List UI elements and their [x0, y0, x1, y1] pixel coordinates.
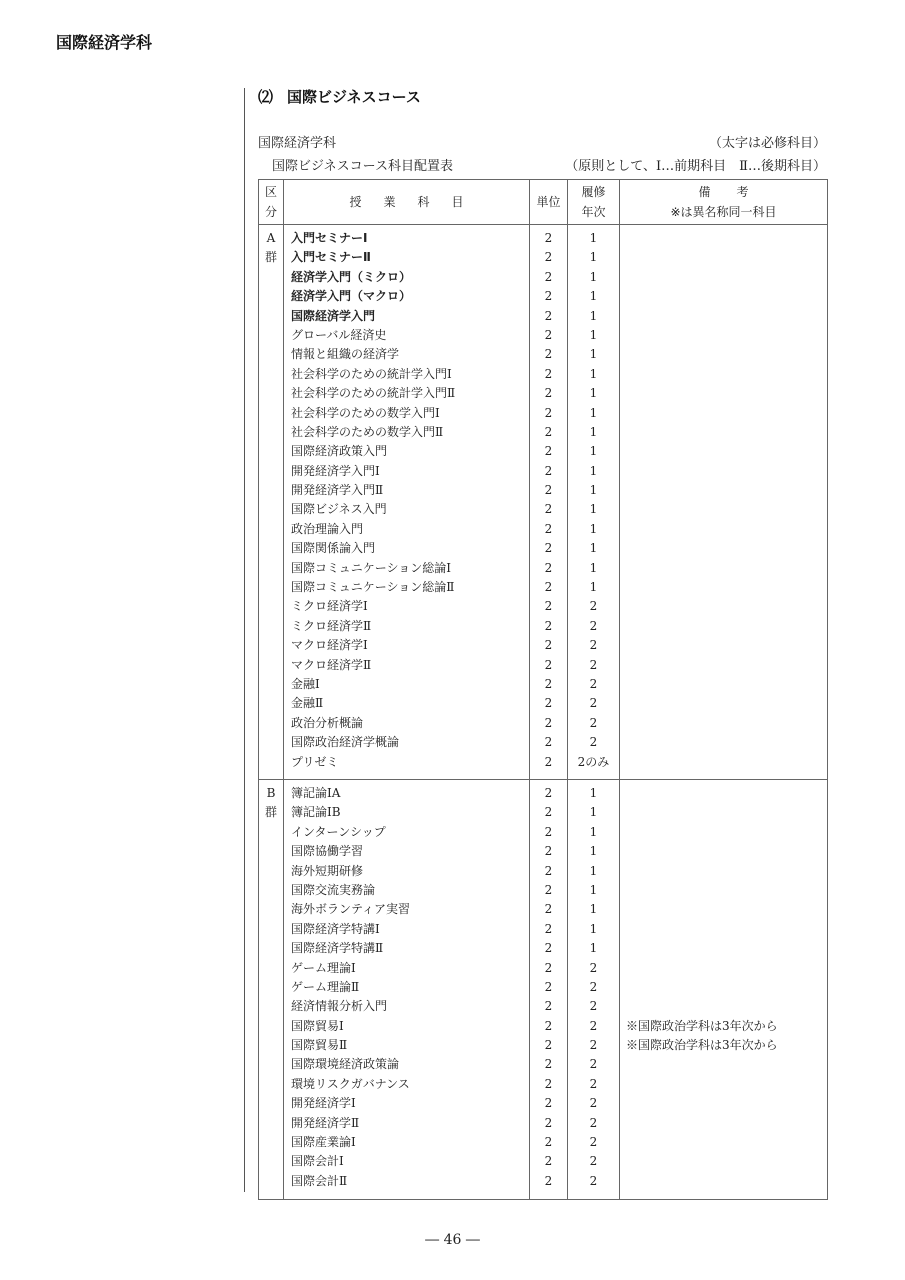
course-credits: 2 [544, 960, 553, 975]
course-credits: 2 [544, 1173, 553, 1188]
course-year: 1 [589, 941, 598, 956]
course-note [620, 287, 827, 306]
course-year: 1 [589, 250, 598, 265]
course-note [620, 559, 827, 578]
course-subject: 国際貿易Ⅱ [291, 1038, 348, 1053]
group-b-years [568, 780, 620, 1200]
course-subject: ゲーム理論Ⅱ [291, 979, 360, 994]
department-header: 国際経済学科 [56, 33, 153, 52]
course-year: 1 [589, 580, 598, 595]
course-note [620, 365, 827, 384]
course-subject: 国際経済学特講Ⅰ [291, 921, 380, 936]
course-year: 1 [589, 863, 598, 878]
course-subject: 開発経済学入門Ⅰ [291, 463, 380, 478]
course-credits: 2 [544, 444, 553, 459]
course-credits: 2 [544, 902, 553, 917]
group-a-label: A 群 [259, 225, 284, 780]
course-year: 2 [589, 599, 598, 614]
course-credits: 2 [544, 541, 553, 556]
course-subject: 国際ビジネス入門 [291, 502, 387, 517]
course-credits: 2 [544, 405, 553, 420]
course-credits: 2 [544, 366, 553, 381]
course-year: 1 [589, 327, 598, 342]
course-year: 1 [589, 231, 598, 245]
course-credits: 2 [544, 327, 553, 342]
course-note [620, 442, 827, 461]
course-table [258, 179, 828, 1200]
course-subject: 国際経済政策入門 [291, 444, 388, 459]
course-year: 1 [589, 521, 598, 536]
course-credits: 2 [544, 979, 553, 994]
course-subject: 経済情報分析入門 [291, 999, 388, 1014]
course-note [620, 326, 827, 345]
course-subject: 社会科学のための統計学入門Ⅱ [291, 386, 456, 401]
course-subject: 国際コミュニケーション総論Ⅱ [291, 580, 455, 595]
course-note [620, 423, 827, 442]
course-year: 1 [589, 882, 598, 897]
header-year: 履修 年次 [568, 180, 620, 225]
course-year: 2 [589, 979, 598, 994]
course-note [620, 842, 827, 861]
course-subject: 社会科学のための数学入門Ⅰ [291, 405, 440, 420]
group-b-row [259, 780, 828, 1200]
course-subject: マクロ経済学Ⅱ [291, 657, 372, 672]
course-note [620, 1075, 827, 1094]
course-subject: 入門セミナーⅠ [291, 231, 368, 245]
course-credits: 2 [544, 882, 553, 897]
course-year: 1 [589, 824, 598, 839]
course-subject: 国際貿易Ⅰ [291, 1018, 344, 1033]
section-number: ⑵ [258, 88, 274, 106]
course-credits: 2 [544, 231, 553, 245]
course-credits: 2 [544, 754, 553, 769]
course-note [620, 733, 827, 752]
course-credits: 2 [544, 676, 553, 691]
course-year: 1 [589, 289, 598, 304]
course-year: 2 [589, 1018, 598, 1033]
course-subject: 国際会計Ⅱ [291, 1173, 348, 1188]
course-subject: 国際関係論入門 [291, 541, 376, 556]
course-subject: 経済学入門（マクロ） [291, 289, 412, 304]
course-note [620, 500, 827, 519]
meta-line-2 [258, 155, 826, 174]
group-b-subjects [284, 780, 530, 1200]
table-header-row [259, 180, 828, 225]
course-note [620, 617, 827, 636]
course-year: 2 [589, 1076, 598, 1091]
course-note [620, 578, 827, 597]
course-note [620, 675, 827, 694]
course-subject: 開発経済学Ⅱ [291, 1115, 360, 1130]
course-note [620, 1152, 827, 1171]
course-subject: 国際会計Ⅰ [291, 1154, 344, 1169]
course-subject: 政治分析概論 [291, 715, 364, 730]
course-year: 2 [589, 657, 598, 672]
course-note [620, 636, 827, 655]
course-subject: ミクロ経済学Ⅱ [291, 618, 372, 633]
course-year: 1 [589, 786, 598, 800]
course-year: 2 [589, 638, 598, 653]
course-note [620, 248, 827, 267]
course-year: 1 [589, 560, 598, 575]
course-year: 2 [589, 1173, 598, 1188]
group-a-years [568, 225, 620, 780]
course-subject: グローバル経済史 [291, 327, 387, 342]
course-credits: 2 [544, 1154, 553, 1169]
course-year: 1 [589, 844, 598, 859]
course-note: ※国際政治学科は3年次から [626, 1018, 778, 1033]
course-subject: 簿記論ⅠA [291, 786, 341, 800]
page-number: ― 46 ― [425, 1232, 480, 1248]
course-year: 1 [589, 541, 598, 556]
course-subject: ミクロ経済学Ⅰ [291, 599, 368, 614]
course-note [620, 862, 827, 881]
course-credits: 2 [544, 483, 553, 498]
course-note [620, 1133, 827, 1152]
course-note [620, 481, 827, 500]
margin-rule [244, 88, 245, 1192]
course-year: 2のみ [577, 754, 610, 769]
course-credits: 2 [544, 638, 553, 653]
course-note [620, 714, 827, 733]
course-credits: 2 [544, 599, 553, 614]
meta-bold-legend: （太字は必修科目） [708, 136, 826, 151]
course-note [620, 656, 827, 675]
course-subject: ゲーム理論Ⅰ [291, 960, 356, 975]
course-year: 1 [589, 483, 598, 498]
course-credits: 2 [544, 1057, 553, 1072]
course-note [620, 462, 827, 481]
group-a-row [259, 225, 828, 780]
course-credits: 2 [544, 580, 553, 595]
course-credits: 2 [544, 424, 553, 439]
course-note [620, 404, 827, 423]
group-a-credits [530, 225, 568, 780]
header-credits: 単位 [530, 180, 568, 225]
course-note [620, 1172, 827, 1191]
course-subject: 金融Ⅱ [291, 696, 324, 711]
course-credits: 2 [544, 863, 553, 878]
course-year: 1 [589, 502, 598, 517]
course-subject: マクロ経済学Ⅰ [291, 638, 368, 653]
course-credits: 2 [544, 999, 553, 1014]
course-year: 2 [589, 960, 598, 975]
course-credits: 2 [544, 941, 553, 956]
course-credits: 2 [544, 1096, 553, 1111]
course-subject: 国際コミュニケーション総論Ⅰ [291, 560, 452, 575]
course-note: ※国際政治学科は3年次から [626, 1038, 778, 1053]
course-year: 2 [589, 1096, 598, 1111]
course-credits: 2 [544, 269, 553, 284]
course-year: 1 [589, 921, 598, 936]
course-year: 2 [589, 676, 598, 691]
group-a-notes [620, 225, 828, 780]
course-note [620, 939, 827, 958]
course-credits: 2 [544, 657, 553, 672]
course-credits: 2 [544, 805, 553, 820]
header-subject: 授業科目 [284, 180, 530, 225]
header-notes: 備考 ※は異名称同一科目 [620, 180, 828, 225]
section-title [258, 86, 421, 107]
course-subject: 国際経済学特講Ⅱ [291, 941, 384, 956]
meta-line-1 [258, 132, 826, 151]
course-note [620, 1094, 827, 1113]
group-b-label: B 群 [259, 780, 284, 1200]
course-year: 2 [589, 715, 598, 730]
course-note [620, 520, 827, 539]
course-year: 1 [589, 424, 598, 439]
course-note [620, 823, 827, 842]
course-subject: 金融Ⅰ [291, 676, 320, 691]
course-subject: インターンシップ [291, 824, 386, 839]
course-year: 2 [589, 1057, 598, 1072]
course-subject: 政治理論入門 [291, 521, 364, 536]
course-year: 1 [589, 805, 598, 820]
course-year: 2 [589, 696, 598, 711]
group-b-credits [530, 780, 568, 1200]
course-note [620, 1114, 827, 1133]
course-note [620, 229, 827, 248]
course-credits: 2 [544, 735, 553, 750]
course-credits: 2 [544, 502, 553, 517]
course-year: 1 [589, 444, 598, 459]
course-year: 1 [589, 308, 598, 323]
course-year: 1 [589, 366, 598, 381]
group-a-subjects [284, 225, 530, 780]
course-credits: 2 [544, 618, 553, 633]
course-note [620, 803, 827, 822]
course-year: 2 [589, 1154, 598, 1169]
course-note [620, 1055, 827, 1074]
course-note [620, 539, 827, 558]
section-title-text: 国際ビジネスコース [287, 88, 421, 106]
course-year: 2 [589, 1038, 598, 1053]
course-credits: 2 [544, 1038, 553, 1053]
meta-semester-legend: （原則として、Ⅰ…前期科目 Ⅱ…後期科目） [565, 159, 826, 174]
course-credits: 2 [544, 386, 553, 401]
course-credits: 2 [544, 560, 553, 575]
course-subject: 海外ボランティア実習 [291, 902, 411, 917]
course-subject: 国際産業論Ⅰ [291, 1135, 356, 1150]
course-year: 1 [589, 405, 598, 420]
course-subject: 国際経済学入門 [291, 308, 376, 323]
meta-table-title: 国際ビジネスコース科目配置表 [272, 159, 453, 174]
meta-department: 国際経済学科 [258, 136, 337, 151]
course-subject: 国際環境経済政策論 [291, 1057, 400, 1072]
course-subject: 情報と組織の経済学 [291, 347, 400, 362]
course-year: 2 [589, 618, 598, 633]
course-note [620, 920, 827, 939]
course-subject: 国際協働学習 [291, 844, 364, 859]
course-subject: 社会科学のための統計学入門Ⅰ [291, 366, 452, 381]
course-year: 2 [589, 1135, 598, 1150]
course-note [620, 384, 827, 403]
course-note [620, 784, 827, 803]
course-credits: 2 [544, 1018, 553, 1033]
course-year: 1 [589, 902, 598, 917]
course-subject: プリゼミ [291, 754, 339, 769]
course-year: 1 [589, 463, 598, 478]
course-credits: 2 [544, 824, 553, 839]
course-credits: 2 [544, 250, 553, 265]
course-credits: 2 [544, 308, 553, 323]
course-note [620, 978, 827, 997]
course-credits: 2 [544, 921, 553, 936]
course-subject: 簿記論ⅠB [291, 805, 341, 820]
course-subject: 入門セミナーⅡ [291, 250, 371, 265]
course-note [620, 694, 827, 713]
course-subject: 経済学入門（ミクロ） [291, 269, 412, 284]
course-credits: 2 [544, 463, 553, 478]
course-credits: 2 [544, 1115, 553, 1130]
course-note [620, 997, 827, 1016]
course-subject: 社会科学のための数学入門Ⅱ [291, 424, 444, 439]
course-credits: 2 [544, 521, 553, 536]
course-note [620, 753, 827, 772]
course-note [620, 307, 827, 326]
course-credits: 2 [544, 715, 553, 730]
course-note [620, 900, 827, 919]
course-note [620, 959, 827, 978]
course-credits: 2 [544, 844, 553, 859]
course-credits: 2 [544, 696, 553, 711]
course-credits: 2 [544, 1135, 553, 1150]
course-year: 2 [589, 735, 598, 750]
course-note [620, 881, 827, 900]
course-credits: 2 [544, 289, 553, 304]
course-credits: 2 [544, 1076, 553, 1091]
course-credits: 2 [544, 347, 553, 362]
course-year: 2 [589, 999, 598, 1014]
course-year: 1 [589, 347, 598, 362]
header-category: 区 分 [259, 180, 284, 225]
course-subject: 環境リスクガバナンス [291, 1076, 410, 1091]
course-year: 1 [589, 269, 598, 284]
group-b-notes [620, 780, 828, 1200]
course-subject: 開発経済学Ⅰ [291, 1096, 356, 1111]
course-subject: 海外短期研修 [291, 863, 364, 878]
course-credits: 2 [544, 786, 553, 800]
course-year: 1 [589, 386, 598, 401]
course-note [620, 268, 827, 287]
course-subject: 国際交流実務論 [291, 882, 376, 897]
course-note [620, 345, 827, 364]
course-subject: 開発経済学入門Ⅱ [291, 483, 384, 498]
course-note [620, 597, 827, 616]
course-subject: 国際政治経済学概論 [291, 735, 400, 750]
course-year: 2 [589, 1115, 598, 1130]
